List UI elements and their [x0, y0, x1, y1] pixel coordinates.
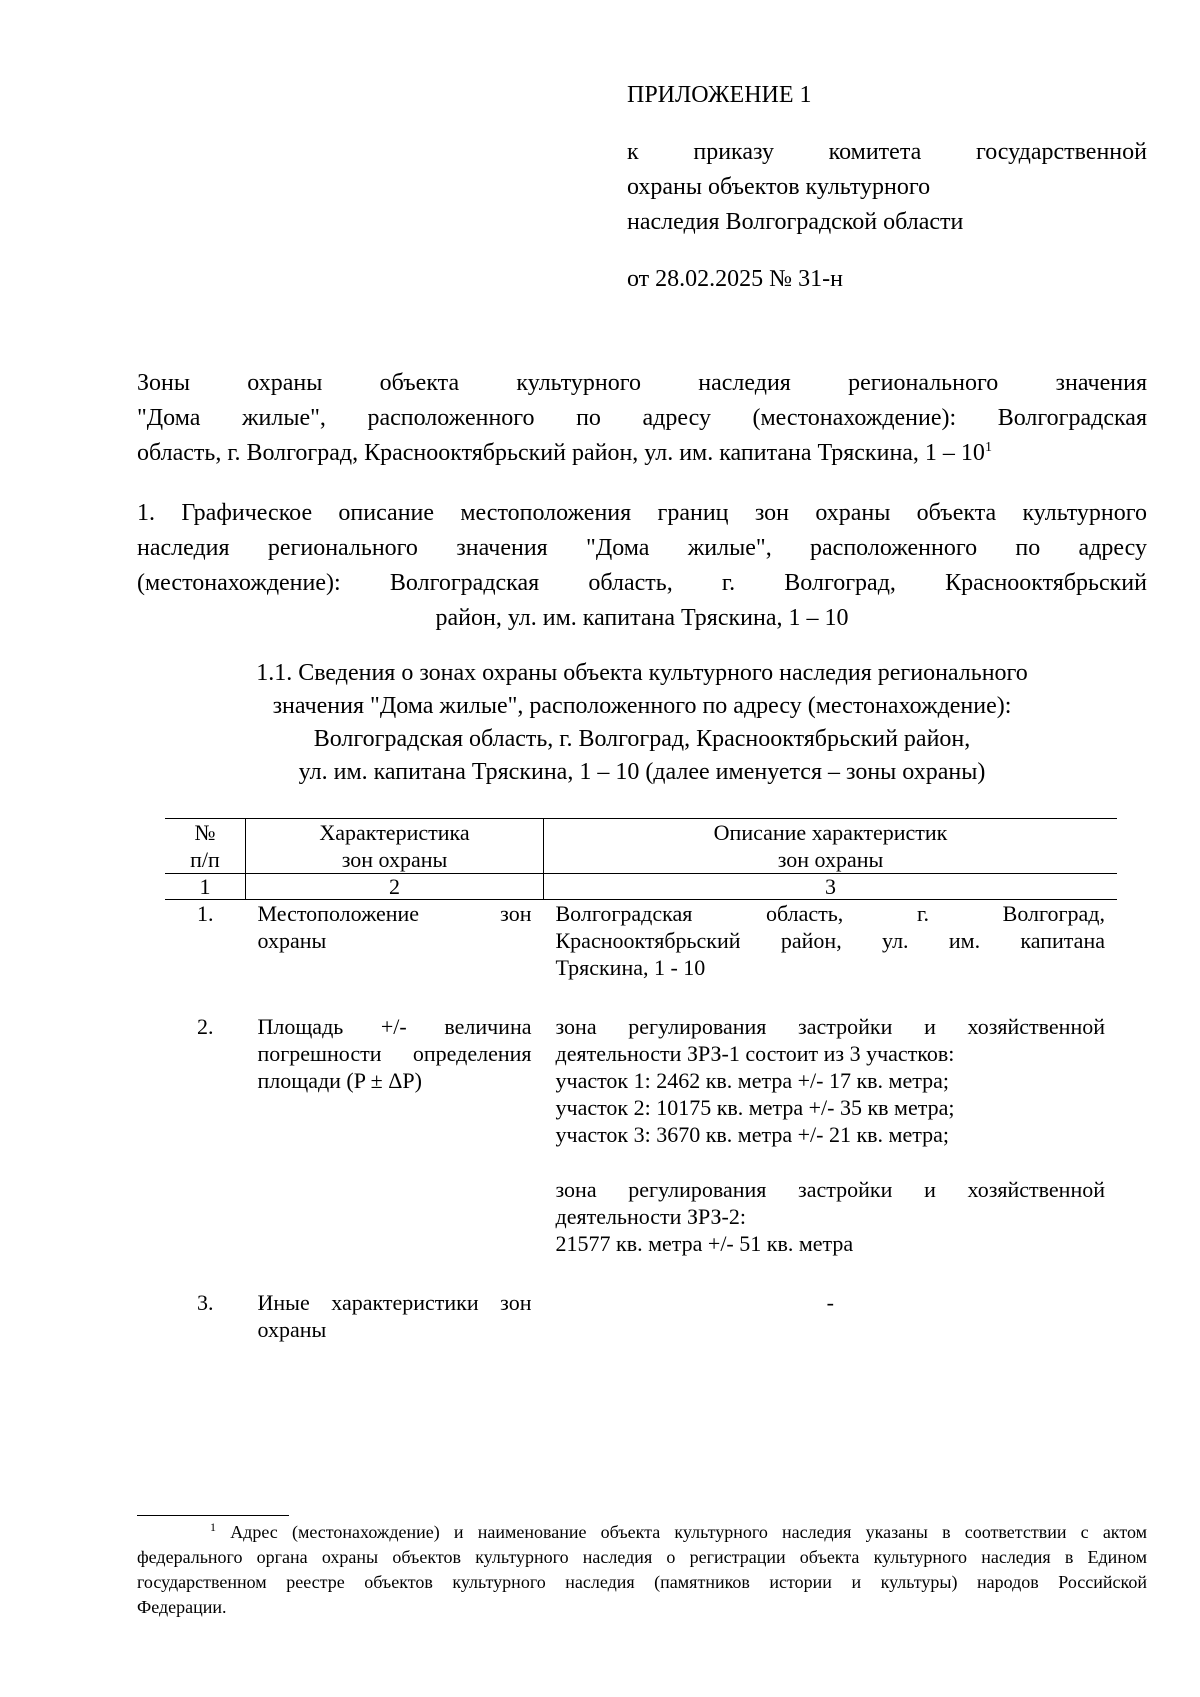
row-spacer: [165, 1257, 1117, 1289]
footnote-reference: 1: [984, 440, 992, 455]
zones-table: [165, 818, 1117, 1343]
cell-line: Тряскина, 1 - 10: [555, 955, 706, 980]
row-characteristic: [246, 1013, 544, 1257]
title-line: "Дома жилые", расположенного по адресу (местонахождение): Волгоградская: [137, 405, 1147, 431]
cell-line: зона регулирования застройки и хозяйственной: [555, 1014, 1105, 1039]
column-number-row: [165, 874, 1117, 900]
footnote-mark: 1: [210, 1520, 216, 1534]
cell-line: 21577 кв. метра +/- 51 кв. метра: [555, 1231, 854, 1256]
attachment-line: охраны объектов культурного: [627, 174, 931, 200]
header-line: №: [194, 820, 216, 845]
footnote-text: Адрес (местонахождение) и наименование объекта культурного наследия указаны в соответствии с актом: [230, 1522, 1147, 1542]
spacer-cell: [165, 981, 1117, 1013]
header-line: п/п: [190, 847, 220, 872]
footnote-line-first: [137, 1520, 1147, 1545]
footnote-line: Федерации.: [137, 1597, 227, 1617]
title-line-text: область, г. Волгоград, Краснооктябрьский район, ул. им. капитана Тряскина, 1 – 10: [137, 440, 985, 466]
section-1-1-line: Волгоградская область, г. Волгоград, Краснооктябрьский район,: [313, 726, 971, 752]
cell-line: участок 2: 10175 кв. метра +/- 35 кв метра;: [555, 1095, 955, 1120]
column-number: 1: [165, 874, 246, 900]
section-1-1-heading: [137, 657, 1147, 789]
footnote: [137, 1520, 1147, 1620]
cell-line: погрешности определения: [257, 1041, 532, 1066]
section-1-1-line: 1.1. Сведения о зонах охраны объекта культурного наследия регионального: [256, 660, 1028, 686]
attachment-line: к приказу комитета государственной: [627, 139, 1147, 165]
footnote-separator: [137, 1515, 289, 1516]
header-characteristic: [246, 819, 544, 874]
section-1-heading: [137, 496, 1147, 636]
cell-line: участок 1: 2462 кв. метра +/- 17 кв. метра;: [555, 1068, 949, 1093]
row-spacer: [165, 981, 1117, 1013]
header-line: Описание характеристик: [713, 820, 948, 845]
title-line-last: [137, 436, 1147, 471]
cell-line: Волгоградская область, г. Волгоград,: [555, 901, 1105, 926]
table-row: [165, 1013, 1117, 1257]
row-description: [544, 900, 1118, 982]
section-1-line: (местонахождение): Волгоградская область, г. Волгоград, Краснооктябрьский: [137, 570, 1147, 596]
row-description: -: [826, 1290, 834, 1315]
table-header-row: [165, 819, 1117, 874]
cell-line: Местоположение зон: [257, 901, 532, 926]
footnote-line: федерального органа охраны объектов культурного наследия о регистрации объекта культурного наследия в Едином: [137, 1547, 1147, 1567]
row-number: 3.: [197, 1290, 214, 1315]
column-number: 2: [246, 874, 544, 900]
section-1-line: 1. Графическое описание местоположения границ зон охраны объекта культурного: [137, 500, 1147, 526]
row-number: 1.: [197, 901, 214, 926]
table-row: [165, 1289, 1117, 1343]
header-number: [165, 819, 246, 874]
header-description: [544, 819, 1118, 874]
cell-line: охраны: [257, 928, 327, 953]
column-number: 3: [544, 874, 1118, 900]
footnote-line: государственном реестре объектов культурного наследия (памятников истории и культуры) народов Российской: [137, 1572, 1147, 1592]
cell-line: Краснооктябрьский район, ул. им. капитана: [555, 928, 1105, 953]
paragraph-gap: [556, 1148, 1106, 1176]
section-1-line: район, ул. им. капитана Тряскина, 1 – 10: [435, 605, 849, 631]
header-line: зон охраны: [777, 847, 884, 872]
title-line: Зоны охраны объекта культурного наследия регионального значения: [137, 370, 1147, 396]
attachment-line: наследия Волгоградской области: [627, 209, 964, 235]
cell-line: Иные характеристики зон: [257, 1290, 532, 1315]
cell-line: участок 3: 3670 кв. метра +/- 21 кв. метра;: [555, 1122, 949, 1147]
cell-line: зона регулирования застройки и хозяйственной: [555, 1177, 1105, 1202]
cell-line: Площадь +/- величина: [257, 1014, 532, 1039]
section-1-1-line: ул. им. капитана Тряскина, 1 – 10 (далее именуется – зоны охраны): [298, 759, 986, 785]
row-number: 2.: [197, 1014, 214, 1039]
header-line: Характеристика: [319, 820, 470, 845]
document-title: [137, 366, 1147, 471]
cell-line: деятельности ЗРЗ-1 состоит из 3 участков:: [555, 1041, 955, 1066]
row-description: [544, 1013, 1118, 1257]
row-characteristic: [246, 900, 544, 982]
section-1-1-line: значения "Дома жилые", расположенного по адресу (местонахождение):: [272, 693, 1012, 719]
table-row: [165, 900, 1117, 982]
row-characteristic: [246, 1289, 544, 1343]
section-1-line: наследия регионального значения "Дома жилые", расположенного по адресу: [137, 535, 1147, 561]
attachment-title: ПРИЛОЖЕНИЕ 1: [627, 82, 812, 108]
cell-line: площади (P ± ΔP): [257, 1068, 422, 1093]
attachment-header: [627, 78, 1147, 297]
cell-line: охраны: [257, 1317, 327, 1342]
header-line: зон охраны: [341, 847, 448, 872]
spacer-cell: [165, 1257, 1117, 1289]
attachment-date: от 28.02.2025 № 31-н: [627, 266, 843, 292]
cell-line: деятельности ЗРЗ-2:: [555, 1204, 746, 1229]
